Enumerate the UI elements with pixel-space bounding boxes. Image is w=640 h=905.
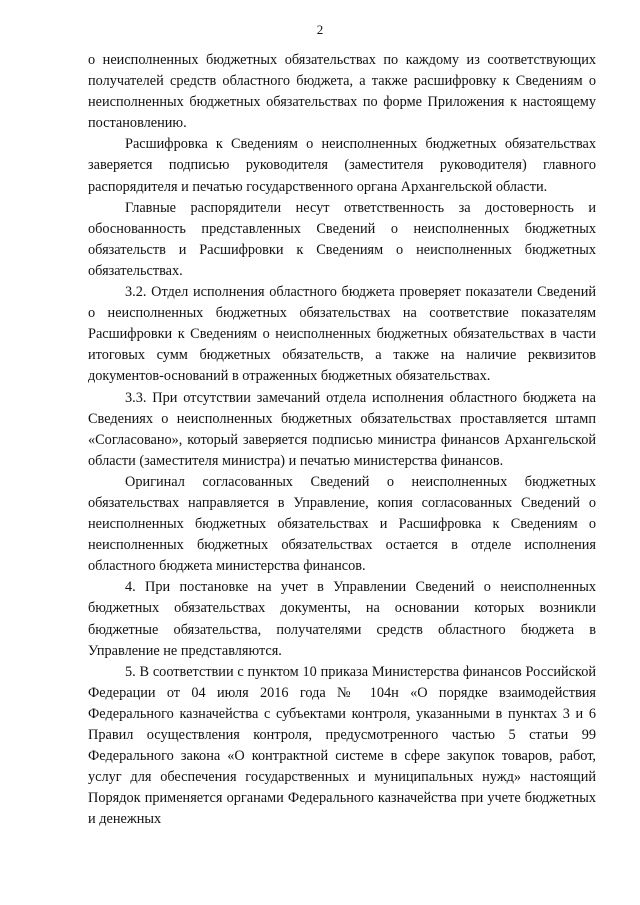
paragraph-continuation: о неисполненных бюджетных обязательствах по каждому из соответствующих получателей средств областного бюджета, а также расшифровку к Сведениям о неисполненных бюджетных обязательствах по форме Приложения к настоящему постановлению. — [88, 52, 596, 132]
document-body — [88, 50, 596, 830]
paragraph-5: 5. В соответствии с пунктом 10 приказа Министерства финансов Российской Федерации от 04 июля 2016 года № 104н «О порядке взаимодействия Федерального казначейства с субъектами контроля, указанными в пунктах 3 и 6 Правил осуществления контроля, предусмотренного частью 5 статьи 99 Федерального закона «О контрактной системе в сфере закупок товаров, работ, услуг для обеспечения государственных и муниципальных нужд» настоящий Порядок применяется органами Федерального казначейства при учете бюджетных и денежных — [88, 663, 596, 828]
paragraph-3-3: 3.3. При отсутствии замечаний отдела исполнения областного бюджета на Сведениях о неисполненных бюджетных обязательствах проставляется штамп «Согласовано», который заверяется подписью министра финансов Архангельской области (заместителя министра) и печатью министерства финансов. — [88, 389, 596, 469]
paragraph-original-agreed: Оригинал согласованных Сведений о неисполненных бюджетных обязательствах направляется в Управление, копия согласованных Сведений о неисполненных бюджетных обязательствах и Расшифровка к Сведениям о неисполненных бюджетных обязательствах остается в отделе исполнения областного бюджета министерства финансов. — [88, 473, 596, 575]
paragraph-4: 4. При постановке на учет в Управлении Сведений о неисполненных бюджетных обязательствах документы, на основании которых возникли бюджетные обязательства, получателями средств областного бюджета в Управление не представляются. — [88, 579, 596, 659]
paragraph-3-2: 3.2. Отдел исполнения областного бюджета проверяет показатели Сведений о неисполненных бюджетных обязательствах на соответствие показателям Расшифровки к Сведениям о неисполненных бюджетных обязательствах в части итоговых сумм бюджетных обязательств, а также на наличие реквизитов документов-оснований в отраженных бюджетных обязательствах. — [88, 284, 596, 385]
paragraph-responsibility: Главные распорядители несут ответственность за достоверность и обоснованность представленных Сведений о неисполненных бюджетных обязательств и Расшифровки к Сведениям о неисполненных бюджетных обязательствах. — [88, 199, 596, 279]
paragraph-decoding-certification: Расшифровка к Сведениям о неисполненных бюджетных обязательствах заверяется подписью руководителя (заместителя руководителя) главного распорядителя и печатью государственного органа Архангельской области. — [88, 136, 596, 195]
page-number: 2 — [316, 22, 324, 37]
